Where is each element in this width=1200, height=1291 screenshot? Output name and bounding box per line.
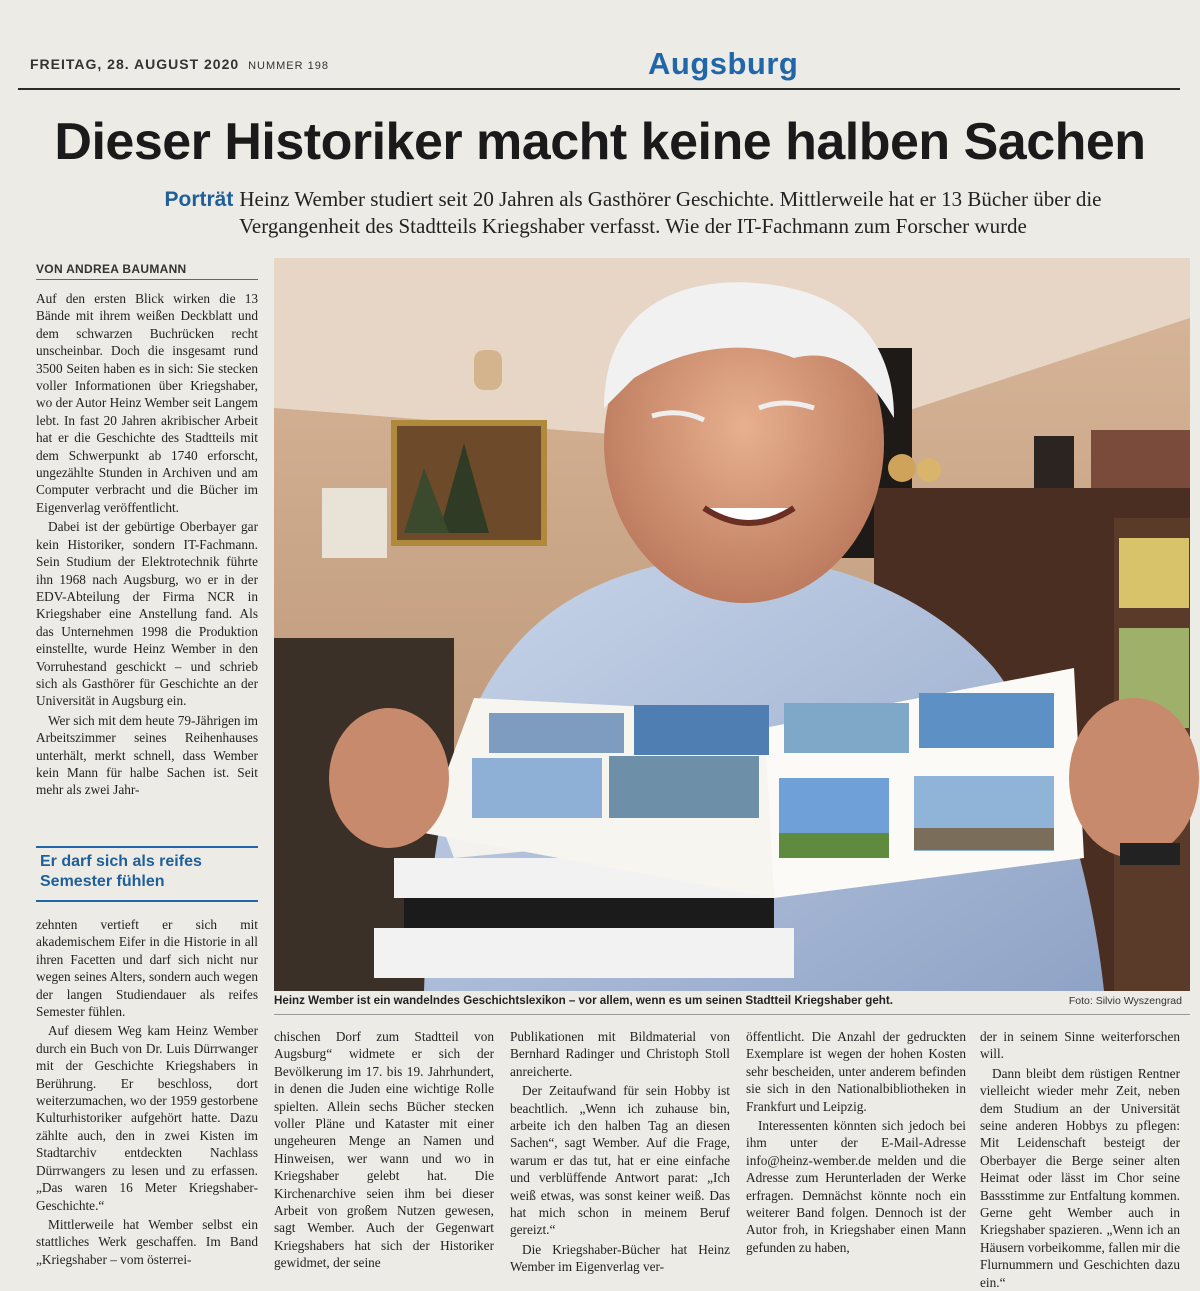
- paragraph: Dann bleibt dem rüstigen Rentner vielleicht wieder mehr Zeit, neben dem Studium an der Universität seine anderen Hobbys zu pflegen: Mit Leidenschaft besteigt der Oberbayer die Berge seiner alten Heimat oder lässt im Chor seine Bassstimme zur Entfaltung kommen. Gerne geht Wember auch in Kriegshaber spazieren. „Wenn ich an Häusern vorbeikomme, fallen mir die Flurnummern und Geschichten dazu ein.“: [980, 1065, 1180, 1290]
- watch: [1120, 843, 1180, 865]
- byline-rule: [36, 279, 258, 280]
- subheading: Er darf sich als reifes Semester fühlen: [40, 853, 202, 890]
- article-column-5: [980, 1028, 1180, 1290]
- paragraph: chischen Dorf zum Stadtteil von Augsburg“ widmete er sich der Bevölkerung im 17. bis 19. Jahrhundert, in denen die Juden eine wichtige Rolle spielten. Allein sechs Bücher stecken voller Pläne und Kataster mit einer ungeheuren Menge an Namen und Hinweisen, wer wann und wo in Kriegshaber gelebt hat. Die Kirchenarchive seien ihm bei dieser Arbeit von großem Nutzen gewesen, sagt Wember. Auch der Gegenwart Kriegshabers hat sich der Historiker gewidmet, der seine: [274, 1029, 494, 1271]
- paragraph: der in seinem Sinne weiterforschen will.: [980, 1029, 1180, 1062]
- date: FREITAG, 28. AUGUST 2020: [30, 56, 240, 72]
- subheading-rule-bottom: [36, 900, 258, 902]
- paragraph: Dabei ist der gebürtige Oberbayer gar kein Historiker, sondern IT-Fachmann. Sein Studium der Elektrotechnik führte ihn 1968 nach Augsburg, wo er in der EDV-Abteilung der Firma NCR in Kriegshaber eine Anstellung fand. Als das Unternehmen 1998 die Produktion einstellte, wurde Heinz Wember in den Vorruhestand geschickt – und schrieb sich als Gasthörer für Geschichte an der Universität in Augsburg ein.: [36, 519, 258, 709]
- section-title: Augsburg: [648, 46, 799, 81]
- subheadline-text: Heinz Wember studiert seit 20 Jahren als Gasthörer Geschichte. Mittlerweile hat er 13 Bücher über die Vergangenheit des Stadtteils Kriegshaber verfasst. Wie der IT-Fachmann zum Forscher wurde: [239, 187, 1102, 238]
- photo-caption: Heinz Wember ist ein wandelndes Geschichtslexikon – vor allem, wenn es um seinen Stadtteil Kriegshaber geht.: [274, 994, 893, 1007]
- caption-rule: [274, 1014, 1190, 1015]
- subheadline: [128, 186, 1138, 240]
- article-column-1: [36, 290, 258, 838]
- paragraph: Der Zeitaufwand für sein Hobby ist beachtlich. „Wenn ich zuhause bin, arbeite ich den halben Tag an diesen Sachen“, sagt Wember. Auf die Frage, warum er das tut, hat er eine einfache und verblüffende Antwort parat: „Ich weiß etwas, was sonst keiner weiß. Das hat mich schon in meinem Beruf gereizt.“: [510, 1083, 730, 1238]
- issue-number: NUMMER 198: [248, 60, 329, 72]
- paragraph: Wer sich mit dem heute 79-Jährigen im Arbeitszimmer seines Reihenhauses unterhält, merkt schnell, dass Wember kein Mann für halbe Sachen ist. Seit mehr als zwei Jahr-: [36, 712, 258, 798]
- dateline: [30, 56, 329, 72]
- article-photo: [274, 258, 1190, 991]
- paragraph: zehnten vertieft er sich mit akademischem Eifer in die Historie in all ihren Facetten und darf sich nicht nur wegen seines Alters, sondern auch wegen der langen Studiendauer als reifes Semester fühlen.: [36, 917, 258, 1020]
- left-hand: [329, 708, 449, 848]
- headline: Dieser Historiker macht keine halben Sachen: [54, 113, 1146, 171]
- paragraph: Mittlerweile hat Wember selbst ein stattliches Werk geschaffen. Im Band „Kriegshaber – vom österrei-: [36, 1216, 258, 1267]
- byline: VON ANDREA BAUMANN: [36, 262, 187, 276]
- calendar: [322, 488, 387, 558]
- header-rule: [18, 88, 1180, 90]
- paragraph: Interessenten könnten sich jedoch bei ihm unter der E-Mail-Adresse info@heinz-wember.de melden und die Adresse zum Herunterladen der Werke erfragen. Demnächst könnte noch ein weiterer Band folgen. Dennoch ist der Autor froh, in Kriegshaber einen Mann gefunden zu haben,: [746, 1118, 966, 1255]
- paragraph: Auf den ersten Blick wirken die 13 Bände mit ihrem weißen Deckblatt und dem schwarzen Buchrücken recht unscheinbar. Doch die insgesamt rund 3500 Seiten haben es in sich: Sie stecken voller Informationen über Kriegshaber, wo der Autor Heinz Wember seit Langem lebt. In fast 20 Jahren akribischer Arbeit hat er die Geschichte des Stadtteils mit dem Schwerpunkt ab 1740 erforscht, ungezählte Stunden in Archiven und am Computer verbracht und die Bücher im Eigenverlag veröffentlicht.: [36, 291, 258, 515]
- article-column-4: [746, 1028, 966, 1273]
- paragraph: Publikationen mit Bildmaterial von Bernhard Radinger und Christoph Stoll anreicherte.: [510, 1029, 730, 1079]
- paragraph: öffentlicht. Die Anzahl der gedruckten Exemplare ist wegen der hohen Kosten sehr bescheiden, unter anderem befinden sie sich in den Nationalbibliotheken in Frankfurt und Leipzig.: [746, 1029, 966, 1114]
- paragraph: Die Kriegshaber-Bücher hat Heinz Wember im Eigenverlag ver-: [510, 1241, 730, 1275]
- photo-credit: Foto: Silvio Wyszengrad: [1068, 995, 1182, 1007]
- subheading-rule-top: [36, 846, 258, 848]
- paragraph: Auf diesem Weg kam Heinz Wember durch ein Buch von Dr. Luis Dürrwanger mit der Geschichte Kriegshabers in Berührung. Er beschloss, dort weiterzumachen, wo der 1959 gestorbene Kulturhistoriker aufgehört hatte. Dazu zählte auch, den in zwei Kisten im Stadtarchiv entdeckten Nachlass Dürrwangers zu lesen und zu erfassen. „Das waren 16 Meter Kriegshaber-Geschichte.“: [36, 1023, 258, 1213]
- article-column-2: [274, 1028, 494, 1273]
- article-column-1b: [36, 916, 258, 1271]
- kicker: Porträt: [164, 188, 234, 211]
- right-hand: [1069, 698, 1199, 858]
- article-column-3: [510, 1028, 730, 1273]
